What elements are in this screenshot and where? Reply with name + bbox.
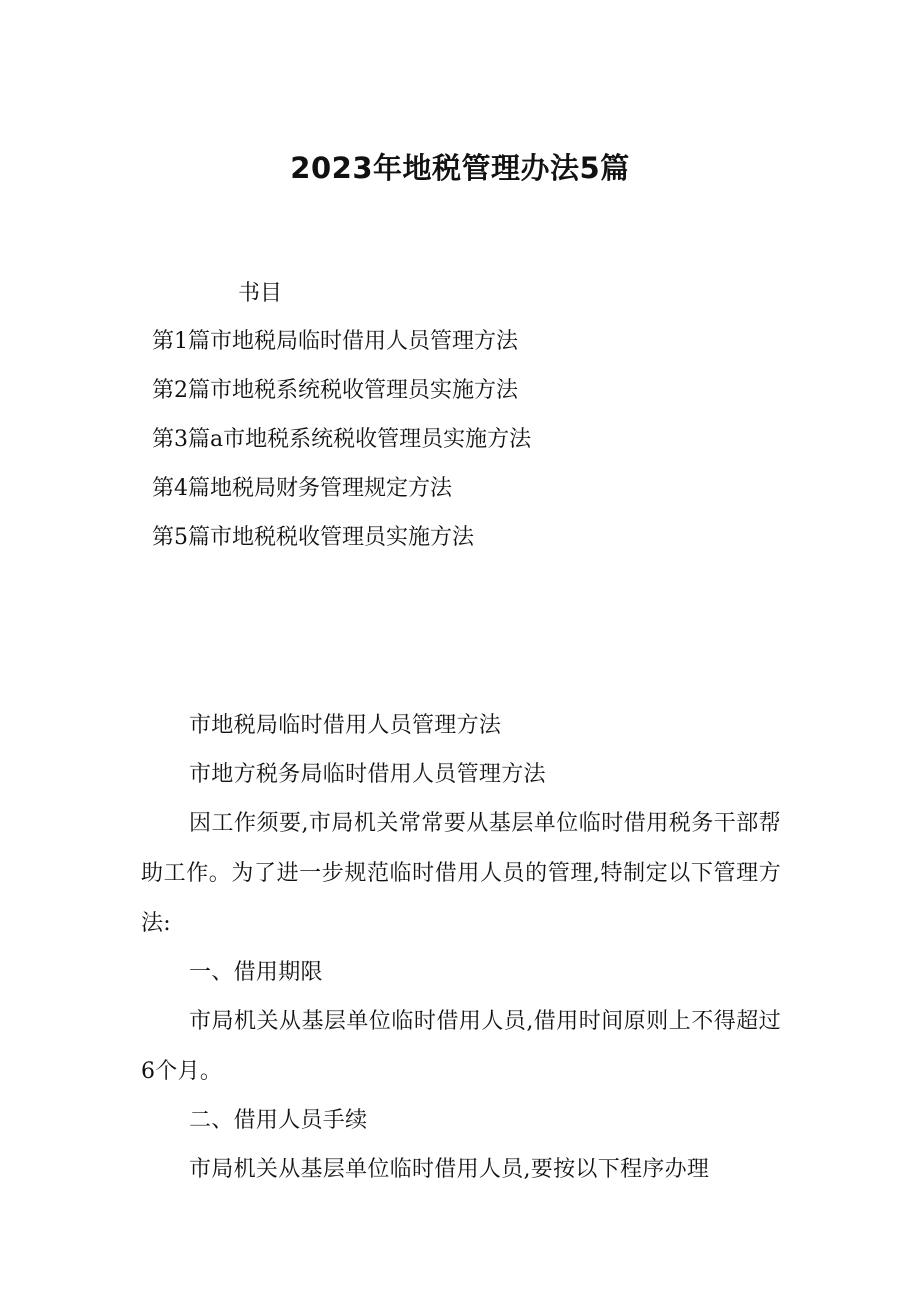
body-text	[141, 710, 781, 1203]
paragraph: 因工作须要,市局机关常常要从基层单位临时借用税务干部帮助工作。为了进一步规范临时借用人员的管理,特制定以下管理方法:	[141, 811, 781, 936]
section-heading: 二、借用人员手续	[189, 1108, 368, 1133]
section-subtitle: 市地方税务局临时借用人员管理方法	[189, 762, 546, 787]
toc-heading: 书目	[238, 281, 283, 306]
toc-item: 第4篇地税局财务管理规定方法	[152, 476, 452, 501]
paragraph: 市局机关从基层单位临时借用人员,借用时间原则上不得超过6个月。	[141, 1009, 781, 1084]
section-heading: 一、借用期限	[189, 960, 323, 985]
document-title: 2023年地税管理办法5篇	[290, 151, 630, 185]
section-title: 市地税局临时借用人员管理方法	[189, 713, 502, 738]
paragraph: 市局机关从基层单位临时借用人员,要按以下程序办理	[189, 1157, 710, 1182]
toc-item: 第2篇市地税系统税收管理员实施方法	[152, 378, 518, 403]
toc-item: 第1篇市地税局临时借用人员管理方法	[152, 329, 518, 354]
table-of-contents	[152, 326, 531, 571]
toc-item: 第3篇a市地税系统税收管理员实施方法	[152, 427, 532, 452]
toc-item: 第5篇市地税税收管理员实施方法	[152, 525, 474, 550]
